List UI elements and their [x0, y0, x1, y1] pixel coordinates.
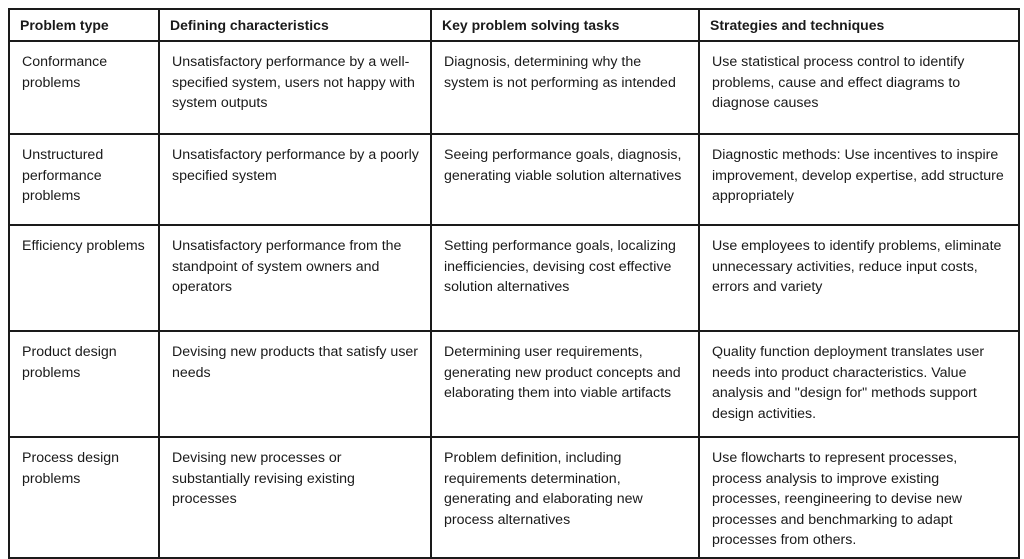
cell-problem-type: Process design problems — [9, 437, 159, 558]
cell-tasks: Setting performance goals, localizing inefficiencies, devising cost effective solution alternatives — [431, 225, 699, 331]
cell-strategies: Use flowcharts to represent processes, process analysis to improve existing processes, reengineering to devise new processes and benchmarking to adapt processes from others. — [699, 437, 1019, 558]
cell-strategies: Use statistical process control to identify problems, cause and effect diagrams to diagnose causes — [699, 41, 1019, 134]
header-problem-type: Problem type — [9, 9, 159, 41]
table-row — [9, 41, 1019, 134]
table-header-row — [9, 9, 1019, 41]
header-strategies: Strategies and techniques — [699, 9, 1019, 41]
cell-strategies: Diagnostic methods: Use incentives to inspire improvement, develop expertise, add structure appropriately — [699, 134, 1019, 225]
cell-problem-type: Conformance problems — [9, 41, 159, 134]
cell-tasks: Determining user requirements, generating new product concepts and elaborating them into viable artifacts — [431, 331, 699, 437]
problem-types-table — [8, 8, 1020, 559]
header-defining-characteristics: Defining characteristics — [159, 9, 431, 41]
cell-tasks: Diagnosis, determining why the system is not performing as intended — [431, 41, 699, 134]
table-row — [9, 225, 1019, 331]
cell-tasks: Seeing performance goals, diagnosis, generating viable solution alternatives — [431, 134, 699, 225]
table-row — [9, 331, 1019, 437]
cell-problem-type: Product design problems — [9, 331, 159, 437]
cell-characteristics: Devising new processes or substantially revising existing processes — [159, 437, 431, 558]
cell-problem-type: Efficiency problems — [9, 225, 159, 331]
cell-strategies: Quality function deployment translates user needs into product characteristics. Value analysis and "design for" methods support design activities. — [699, 331, 1019, 437]
cell-characteristics: Unsatisfactory performance by a poorly specified system — [159, 134, 431, 225]
cell-strategies: Use employees to identify problems, eliminate unnecessary activities, reduce input costs, errors and variety — [699, 225, 1019, 331]
header-key-tasks: Key problem solving tasks — [431, 9, 699, 41]
cell-tasks: Problem definition, including requirements determination, generating and elaborating new process alternatives — [431, 437, 699, 558]
cell-characteristics: Unsatisfactory performance by a well-specified system, users not happy with system outputs — [159, 41, 431, 134]
cell-problem-type: Unstructured performance problems — [9, 134, 159, 225]
table-row — [9, 437, 1019, 558]
table-row — [9, 134, 1019, 225]
cell-characteristics: Devising new products that satisfy user needs — [159, 331, 431, 437]
cell-characteristics: Unsatisfactory performance from the standpoint of system owners and operators — [159, 225, 431, 331]
